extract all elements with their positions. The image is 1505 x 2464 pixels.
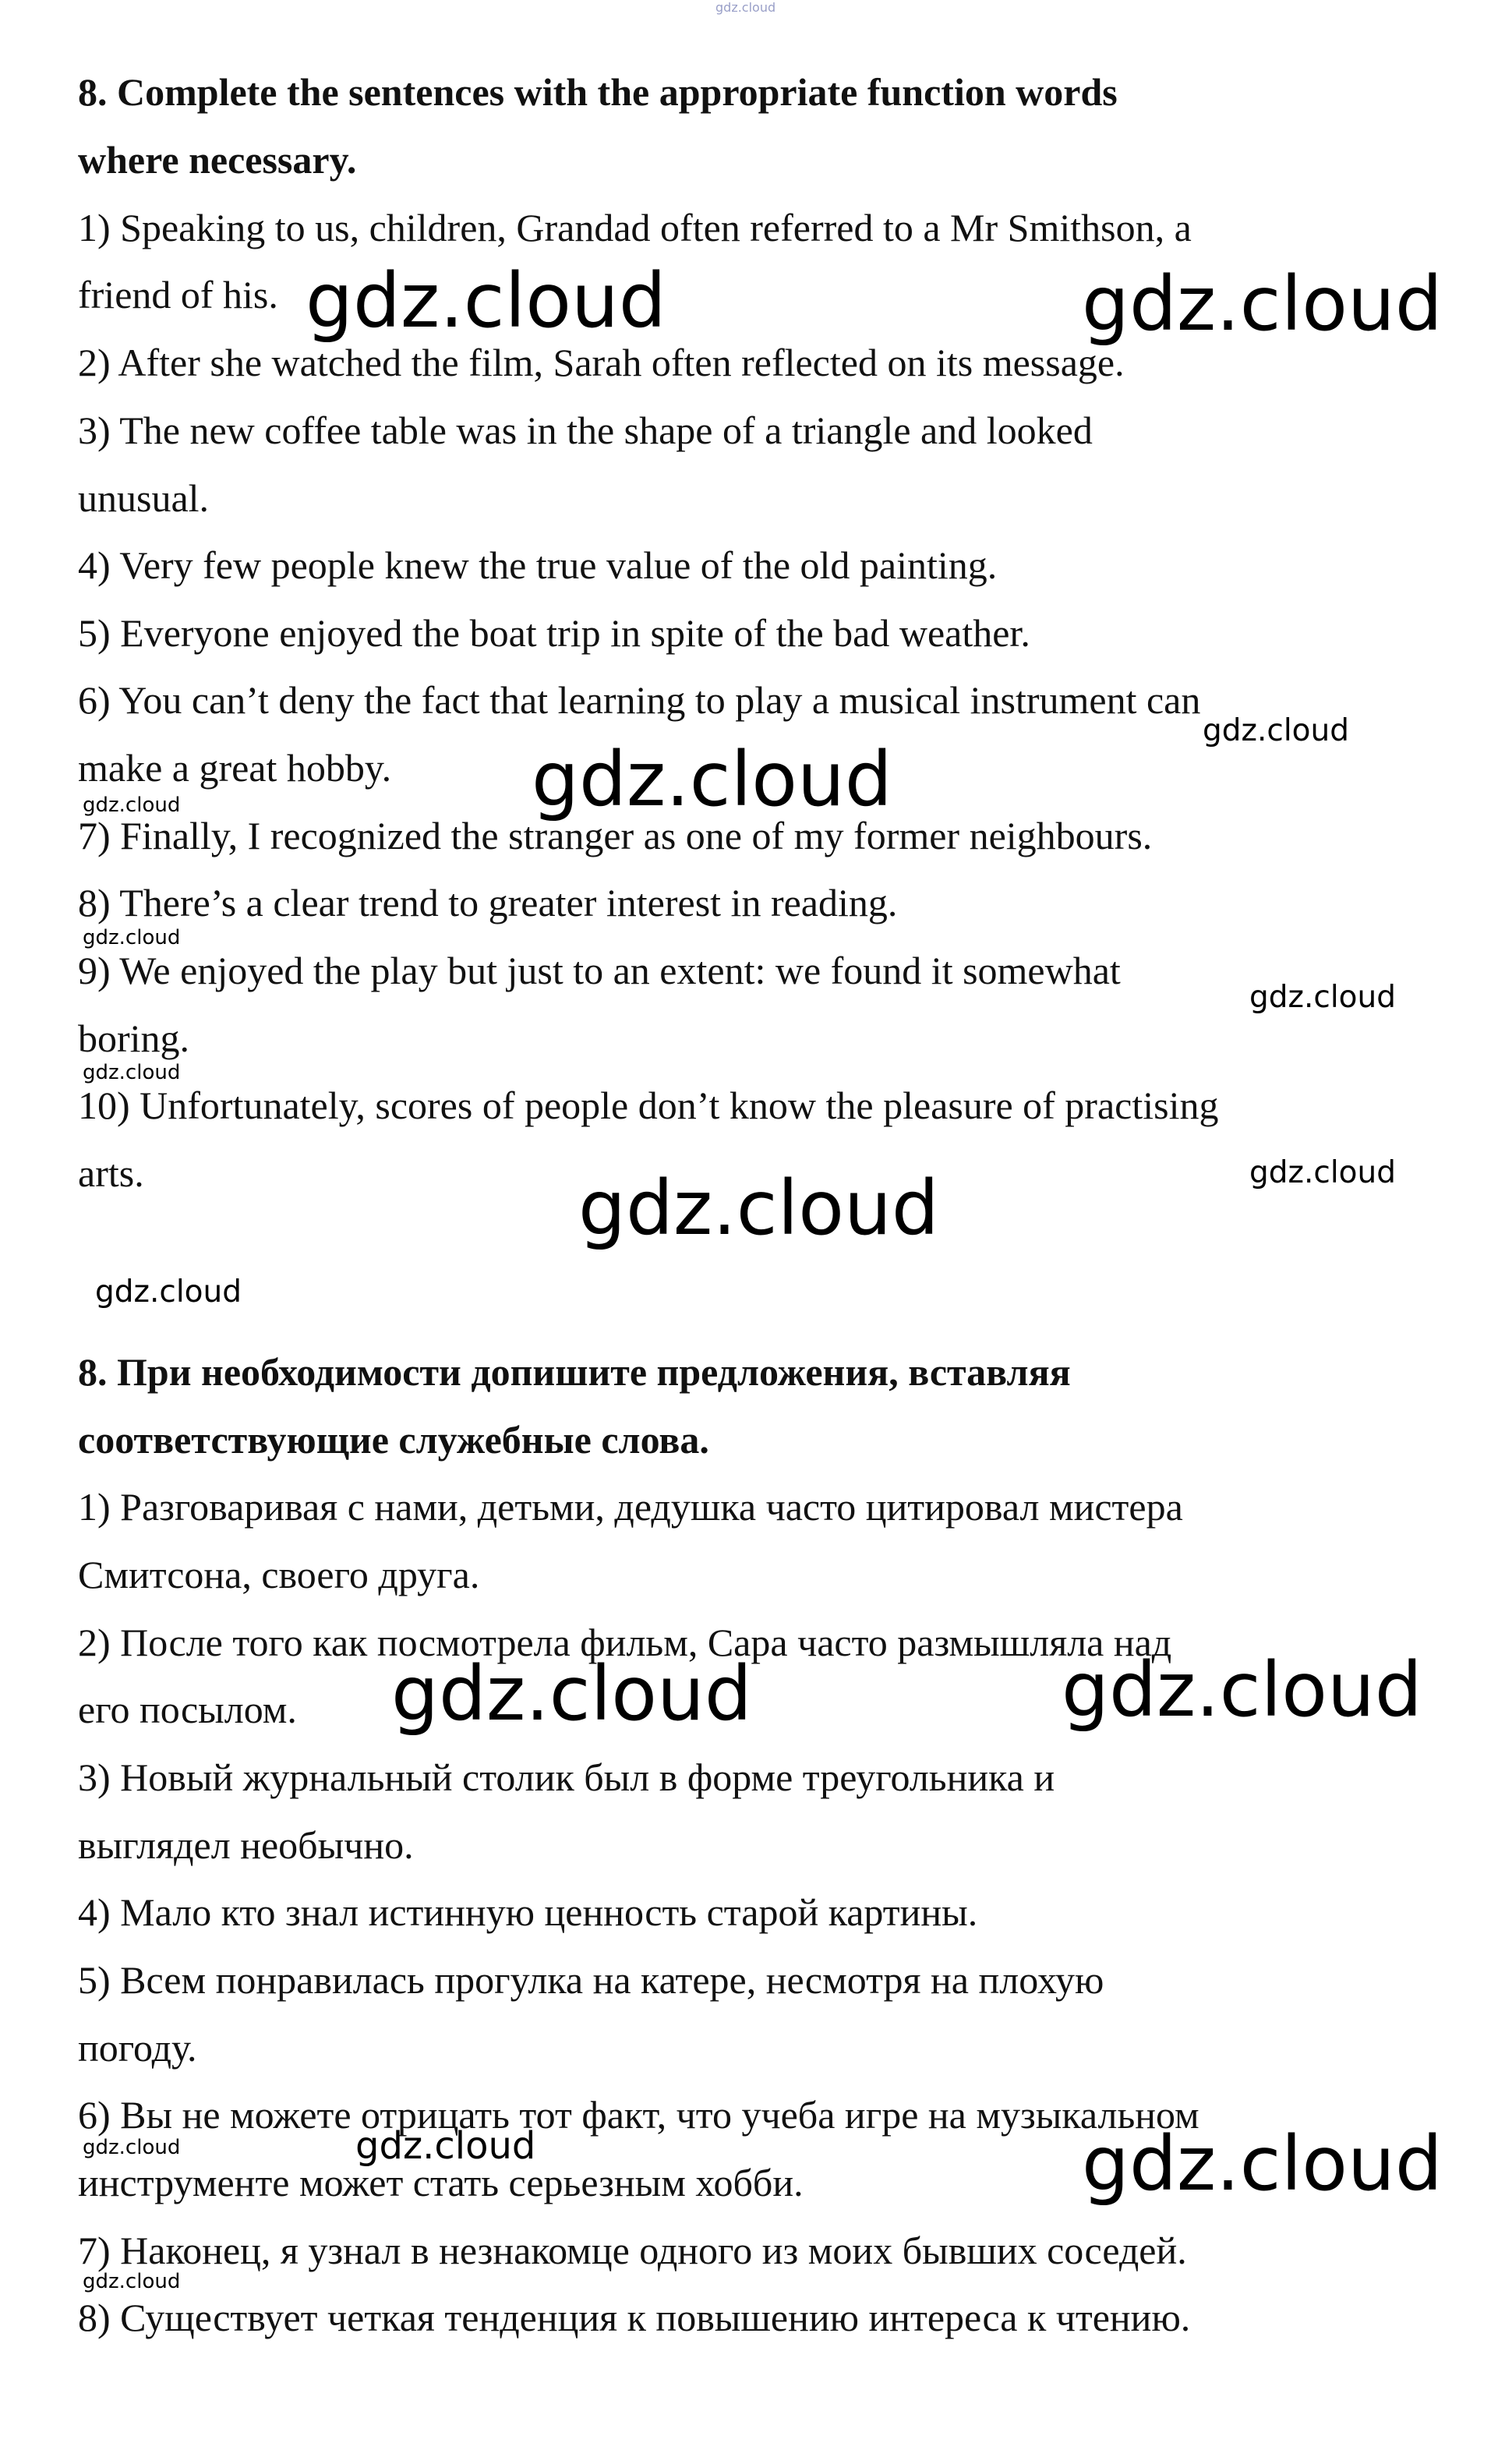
english-line: 4) Very few people knew the true value of the old painting. — [78, 543, 998, 587]
watermark: gdz.cloud — [306, 257, 666, 345]
watermark: gdz.cloud — [1249, 980, 1396, 1015]
russian-line: выглядел необычно. — [78, 1823, 414, 1867]
english-line: 2) After she watched the film, Sarah often reflected on its message. — [78, 341, 1125, 384]
russian-line: 6) Вы не можете отрицать тот факт, что учеба игре на музыкальном — [78, 2093, 1199, 2137]
russian-line: погоду. — [78, 2026, 197, 2070]
russian-heading-line-1: 8. При необходимости допишите предложения, вставляя — [78, 1350, 1071, 1394]
russian-line: Смитсона, своего друга. — [78, 1553, 480, 1596]
english-line: 6) You can’t deny the fact that learning to play a musical instrument can — [78, 678, 1201, 722]
russian-line: 4) Мало кто знал истинную ценность старой картины. — [78, 1890, 978, 1934]
english-heading-line-2: where necessary. — [78, 138, 357, 182]
watermark: gdz.cloud — [83, 1061, 181, 1084]
watermark: gdz.cloud — [83, 2270, 181, 2293]
russian-line: 1) Разговаривая с нами, детьми, дедушка часто цитировал мистера — [78, 1485, 1183, 1529]
english-line: 7) Finally, I recognized the stranger as one of my former neighbours. — [78, 814, 1153, 857]
watermark: gdz.cloud — [578, 1165, 939, 1252]
russian-line: инструменте может стать серьезным хобби. — [78, 2161, 804, 2204]
english-line: 1) Speaking to us, children, Grandad often referred to a Mr Smithson, a — [78, 206, 1192, 249]
english-line: unusual. — [78, 476, 210, 520]
watermark: gdz.cloud — [715, 0, 776, 15]
watermark: gdz.cloud — [1062, 1646, 1422, 1734]
watermark: gdz.cloud — [1249, 1155, 1396, 1190]
watermark: gdz.cloud — [83, 794, 181, 817]
russian-line: 2) После того как посмотрела фильм, Сара часто размышляла над — [78, 1621, 1172, 1664]
english-line: 9) We enjoyed the play but just to an extent: we found it somewhat — [78, 949, 1121, 992]
english-line: make a great hobby. — [78, 746, 392, 790]
english-line: 10) Unfortunately, scores of people don’t know the pleasure of practising — [78, 1084, 1219, 1127]
english-line: 3) The new coffee table was in the shape of a triangle and looked — [78, 408, 1093, 452]
english-line: arts. — [78, 1151, 144, 1195]
watermark: gdz.cloud — [355, 2124, 536, 2168]
english-line: 8) There’s a clear trend to greater interest in reading. — [78, 881, 898, 924]
watermark: gdz.cloud — [1082, 260, 1443, 348]
russian-line: 8) Существует четкая тенденция к повышению интереса к чтению. — [78, 2296, 1191, 2339]
english-heading-line-1: 8. Complete the sentences with the appropriate function words — [78, 70, 1118, 114]
english-line: friend of his. — [78, 273, 278, 316]
russian-line: его посылом. — [78, 1688, 297, 1731]
watermark: gdz.cloud — [83, 926, 181, 949]
russian-line: 3) Новый журнальный столик был в форме треугольника и — [78, 1755, 1055, 1799]
watermark: gdz.cloud — [532, 736, 892, 823]
russian-heading-line-2: соответствующие служебные слова. — [78, 1418, 709, 1462]
english-line: 5) Everyone enjoyed the boat trip in spite of the bad weather. — [78, 611, 1030, 655]
watermark: gdz.cloud — [95, 1274, 242, 1310]
watermark: gdz.cloud — [83, 2136, 181, 2159]
watermark: gdz.cloud — [1082, 2120, 1443, 2208]
watermark: gdz.cloud — [391, 1650, 752, 1738]
russian-line: 5) Всем понравилась прогулка на катере, несмотря на плохую — [78, 1958, 1104, 2002]
watermark: gdz.cloud — [1203, 713, 1349, 748]
russian-line: 7) Наконец, я узнал в незнакомце одного из моих бывших соседей. — [78, 2229, 1187, 2272]
english-line: boring. — [78, 1016, 190, 1060]
